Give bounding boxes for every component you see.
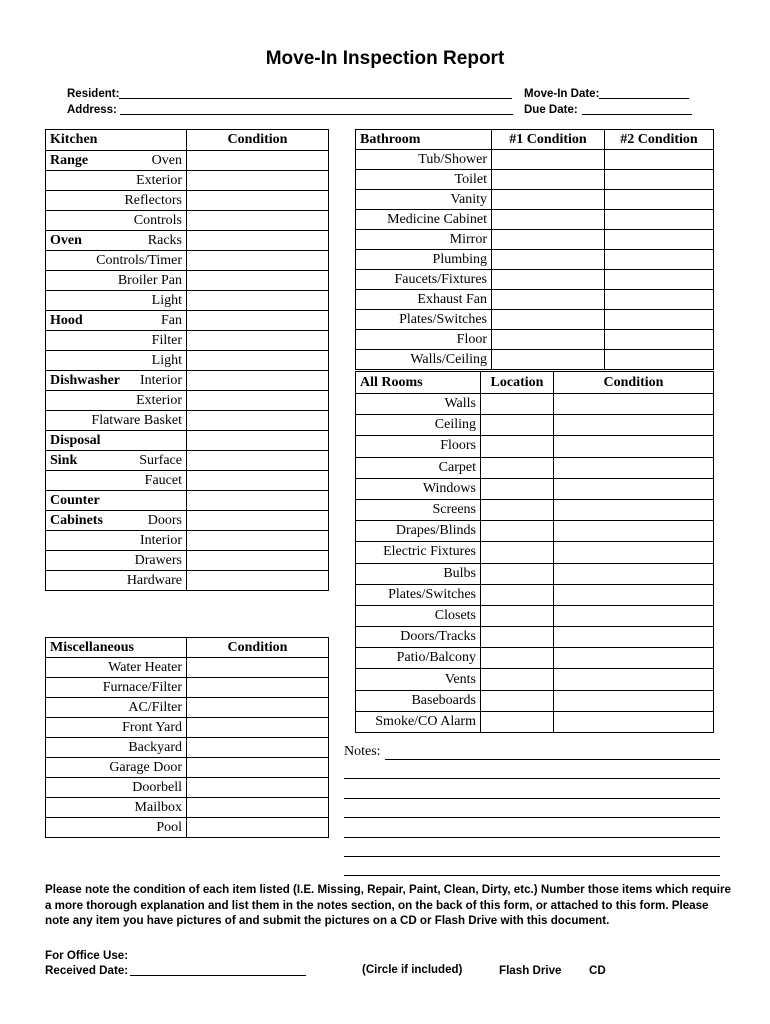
notes-line[interactable] [344,857,720,876]
table-row [46,251,329,271]
kitchen-item: Hardware [46,571,187,591]
kitchen-item: Interior [46,531,187,551]
table-row [46,231,329,251]
kitchen-group-label: Disposal [50,432,101,448]
condition-cell[interactable] [187,151,329,171]
misc-heading: Miscellaneous [46,638,187,658]
kitchen-group-label: Counter [50,492,100,508]
bathroom-cond2-heading: #2 Condition [605,130,714,150]
table-row [356,627,714,648]
condition-cell[interactable] [187,698,329,718]
kitchen-table [45,129,329,591]
location-heading: Location [481,372,554,394]
table-row [46,391,329,411]
condition-cell[interactable] [187,798,329,818]
room-item: Carpet [356,457,481,478]
bathroom-item: Plumbing [356,250,492,270]
room-item: Closets [356,605,481,626]
table-row [356,415,714,436]
misc-item: Backyard [46,738,187,758]
table-row [46,411,329,431]
condition-cell[interactable] [554,648,714,669]
kitchen-item: Filter [46,331,187,351]
notes-line[interactable] [344,799,720,818]
received-date-label: Received Date: [45,964,129,977]
room-item: Smoke/CO Alarm [356,711,481,732]
bathroom-heading: Bathroom [356,130,492,150]
condition-cell[interactable] [187,571,329,591]
condition-2-cell[interactable] [605,250,714,270]
condition-cell[interactable] [187,391,329,411]
condition-2-cell[interactable] [605,190,714,210]
kitchen-group-label: Range [50,152,89,168]
room-item: Screens [356,499,481,520]
table-row [46,758,329,778]
table-row [46,211,329,231]
due-date-line[interactable] [582,114,692,115]
table-row [356,310,714,330]
table-row [356,584,714,605]
condition-cell[interactable] [554,563,714,584]
kitchen-item [46,311,187,331]
table-row [46,778,329,798]
kitchen-condition-heading: Condition [187,130,329,151]
condition-cell[interactable] [187,351,329,371]
table-row [46,471,329,491]
kitchen-item: Drawers [46,551,187,571]
table-row [46,331,329,351]
condition-cell[interactable] [187,331,329,351]
condition-1-cell[interactable] [492,150,605,170]
location-cell[interactable] [481,457,554,478]
table-row [46,738,329,758]
location-cell[interactable] [481,669,554,690]
kitchen-item: Broiler Pan [46,271,187,291]
table-row [356,190,714,210]
condition-cell[interactable] [187,738,329,758]
address-line[interactable] [120,114,513,115]
condition-1-cell[interactable] [492,270,605,290]
condition-2-cell[interactable] [605,290,714,310]
bathroom-cond1-heading: #1 Condition [492,130,605,150]
kitchen-item [46,151,187,171]
location-cell[interactable] [481,521,554,542]
condition-cell[interactable] [187,431,329,451]
kitchen-item: Exterior [46,171,187,191]
condition-cell[interactable] [187,531,329,551]
notes-line[interactable] [344,760,720,779]
condition-cell[interactable] [554,478,714,499]
kitchen-item [46,231,187,251]
condition-cell[interactable] [554,394,714,415]
kitchen-item-label: Racks [147,232,182,248]
condition-cell[interactable] [554,627,714,648]
condition-cell[interactable] [187,171,329,191]
table-row [356,711,714,732]
condition-2-cell[interactable] [605,170,714,190]
instructions-text: Please note the condition of each item listed (I.E. Missing, Repair, Paint, Clean, Dirty, etc.) Number those items which require a more thorough explanation and list them in the notes section, on the back of this form, or attached to this form. Please note any item you have pictures of and submit the pictures on a CD or Flash Drive with this document. [45,883,731,927]
condition-cell[interactable] [187,291,329,311]
condition-1-cell[interactable] [492,290,605,310]
table-row [356,521,714,542]
location-cell[interactable] [481,542,554,563]
bathroom-item: Mirror [356,230,492,250]
table-row [356,230,714,250]
kitchen-item-label: Surface [139,452,182,468]
condition-1-cell[interactable] [492,250,605,270]
misc-item: Water Heater [46,658,187,678]
room-item: Bulbs [356,563,481,584]
due-date-label: Due Date: [524,104,578,116]
bathroom-item: Floor [356,330,492,350]
received-date-field[interactable] [45,964,306,977]
due-date-field[interactable] [524,104,692,116]
bathroom-item: Faucets/Fixtures [356,270,492,290]
condition-cell[interactable] [554,669,714,690]
condition-2-cell[interactable] [605,270,714,290]
kitchen-item: Reflectors [46,191,187,211]
room-item: Windows [356,478,481,499]
kitchen-item: Light [46,291,187,311]
kitchen-item: Controls [46,211,187,231]
location-cell[interactable] [481,478,554,499]
condition-cell[interactable] [554,690,714,711]
table-row [356,150,714,170]
condition-cell[interactable] [187,251,329,271]
move-in-date-field[interactable] [524,88,689,100]
table-row [46,718,329,738]
location-cell[interactable] [481,436,554,457]
table-row [46,311,329,331]
bathroom-table [355,129,714,370]
kitchen-item: Flatware Basket [46,411,187,431]
kitchen-item: Controls/Timer [46,251,187,271]
condition-1-cell[interactable] [492,230,605,250]
condition-1-cell[interactable] [492,350,605,370]
location-cell[interactable] [481,605,554,626]
bathroom-item: Exhaust Fan [356,290,492,310]
condition-cell[interactable] [187,718,329,738]
location-cell[interactable] [481,584,554,605]
condition-cell[interactable] [554,415,714,436]
misc-item: Doorbell [46,778,187,798]
kitchen-group-label: Cabinets [50,512,103,528]
misc-table [45,637,329,838]
table-row [46,531,329,551]
table-row [356,457,714,478]
condition-cell[interactable] [187,491,329,511]
table-row [356,436,714,457]
condition-2-cell[interactable] [605,210,714,230]
condition-cell[interactable] [554,436,714,457]
table-row [46,658,329,678]
location-cell[interactable] [481,415,554,436]
condition-2-cell[interactable] [605,150,714,170]
room-item: Baseboards [356,690,481,711]
received-date-line[interactable] [130,975,306,976]
kitchen-item [46,511,187,531]
bathroom-item: Vanity [356,190,492,210]
condition-cell[interactable] [554,499,714,520]
bathroom-item: Walls/Ceiling [356,350,492,370]
misc-item: Mailbox [46,798,187,818]
table-row [356,605,714,626]
table-row [46,798,329,818]
table-row [356,478,714,499]
condition-cell[interactable] [187,778,329,798]
notes-line[interactable] [344,779,720,798]
condition-cell[interactable] [187,551,329,571]
table-row [46,431,329,451]
address-field[interactable] [67,104,513,116]
all-rooms-heading: All Rooms [356,372,481,394]
kitchen-item [46,431,187,451]
table-row [46,371,329,391]
room-item: Patio/Balcony [356,648,481,669]
flash-drive-option[interactable]: Flash Drive [499,964,562,977]
table-row [356,330,714,350]
table-row [356,669,714,690]
table-row [46,451,329,471]
bathroom-item: Tub/Shower [356,150,492,170]
condition-cell[interactable] [554,605,714,626]
table-row [356,290,714,310]
kitchen-group-label: Hood [50,312,83,328]
table-row [356,170,714,190]
bathroom-item: Plates/Switches [356,310,492,330]
table-row [46,491,329,511]
table-row [46,191,329,211]
condition-cell[interactable] [554,542,714,563]
location-cell[interactable] [481,394,554,415]
table-row [356,648,714,669]
condition-cell[interactable] [187,411,329,431]
table-row [46,571,329,591]
condition-cell[interactable] [187,191,329,211]
condition-cell[interactable] [187,231,329,251]
table-row [46,698,329,718]
kitchen-item [46,451,187,471]
notes-label: Notes: [344,744,381,759]
resident-label: Resident: [67,88,120,100]
office-use-heading: For Office Use: [45,949,129,962]
location-cell[interactable] [481,711,554,732]
table-row [356,499,714,520]
location-cell[interactable] [481,627,554,648]
condition-2-cell[interactable] [605,350,714,370]
condition-cell[interactable] [187,211,329,231]
condition-1-cell[interactable] [492,330,605,350]
table-row [46,818,329,838]
kitchen-item: Exterior [46,391,187,411]
room-item: Electric Fixtures [356,542,481,563]
room-item: Walls [356,394,481,415]
all-rooms-table [355,371,714,733]
misc-item: Pool [46,818,187,838]
misc-item: Furnace/Filter [46,678,187,698]
move-in-date-label: Move-In Date: [524,88,600,100]
condition-cell[interactable] [187,658,329,678]
misc-item: AC/Filter [46,698,187,718]
kitchen-group-label: Sink [50,452,78,468]
table-row [46,351,329,371]
condition-1-cell[interactable] [492,170,605,190]
table-row [46,271,329,291]
room-item: Ceiling [356,415,481,436]
table-row [46,171,329,191]
table-row [356,270,714,290]
page-title: Move-In Inspection Report [265,48,505,69]
table-row [46,291,329,311]
condition-cell[interactable] [187,311,329,331]
kitchen-item-label: Fan [161,312,182,328]
room-item: Drapes/Blinds [356,521,481,542]
kitchen-item [46,371,187,391]
notes-section [344,743,720,876]
table-row [46,678,329,698]
condition-2-cell[interactable] [605,310,714,330]
condition-cell[interactable] [554,584,714,605]
table-row [46,151,329,171]
kitchen-item [46,491,187,511]
kitchen-item: Light [46,351,187,371]
resident-line[interactable] [119,98,512,99]
location-cell[interactable] [481,690,554,711]
table-row [356,690,714,711]
circle-label: (Circle if included) [362,964,463,976]
notes-line[interactable] [344,838,720,857]
table-row [356,542,714,563]
table-row [46,551,329,571]
notes-line[interactable] [385,747,720,760]
bathroom-item: Toilet [356,170,492,190]
room-item: Doors/Tracks [356,627,481,648]
condition-cell[interactable] [187,758,329,778]
table-row [356,563,714,584]
condition-cell[interactable] [554,457,714,478]
address-label: Address: [67,104,117,116]
move-in-date-line[interactable] [599,98,689,99]
kitchen-item: Faucet [46,471,187,491]
condition-cell[interactable] [187,371,329,391]
condition-cell[interactable] [187,511,329,531]
condition-2-cell[interactable] [605,230,714,250]
condition-cell[interactable] [187,471,329,491]
bathroom-item: Medicine Cabinet [356,210,492,230]
kitchen-item-label: Interior [140,372,182,388]
kitchen-item-label: Oven [151,152,182,168]
table-row [356,350,714,370]
table-row [356,394,714,415]
cd-option[interactable]: CD [589,964,606,977]
kitchen-heading: Kitchen [46,130,187,151]
table-row [46,511,329,531]
notes-line[interactable] [344,818,720,837]
condition-1-cell[interactable] [492,190,605,210]
misc-item: Garage Door [46,758,187,778]
kitchen-item-label: Doors [147,512,182,528]
condition-cell[interactable] [187,271,329,291]
location-cell[interactable] [481,648,554,669]
condition-cell[interactable] [187,818,329,838]
condition-cell[interactable] [554,711,714,732]
misc-condition-heading: Condition [187,638,329,658]
condition-2-cell[interactable] [605,330,714,350]
room-item: Vents [356,669,481,690]
location-cell[interactable] [481,563,554,584]
table-row [356,210,714,230]
condition-1-cell[interactable] [492,210,605,230]
room-item: Plates/Switches [356,584,481,605]
kitchen-group-label: Oven [50,232,82,248]
condition-1-cell[interactable] [492,310,605,330]
room-item: Floors [356,436,481,457]
table-row [356,250,714,270]
condition-cell[interactable] [554,521,714,542]
kitchen-group-label: Dishwasher [50,372,121,388]
resident-field[interactable] [67,88,512,100]
location-cell[interactable] [481,499,554,520]
condition-cell[interactable] [187,451,329,471]
misc-item: Front Yard [46,718,187,738]
rooms-condition-heading: Condition [554,372,714,394]
condition-cell[interactable] [187,678,329,698]
